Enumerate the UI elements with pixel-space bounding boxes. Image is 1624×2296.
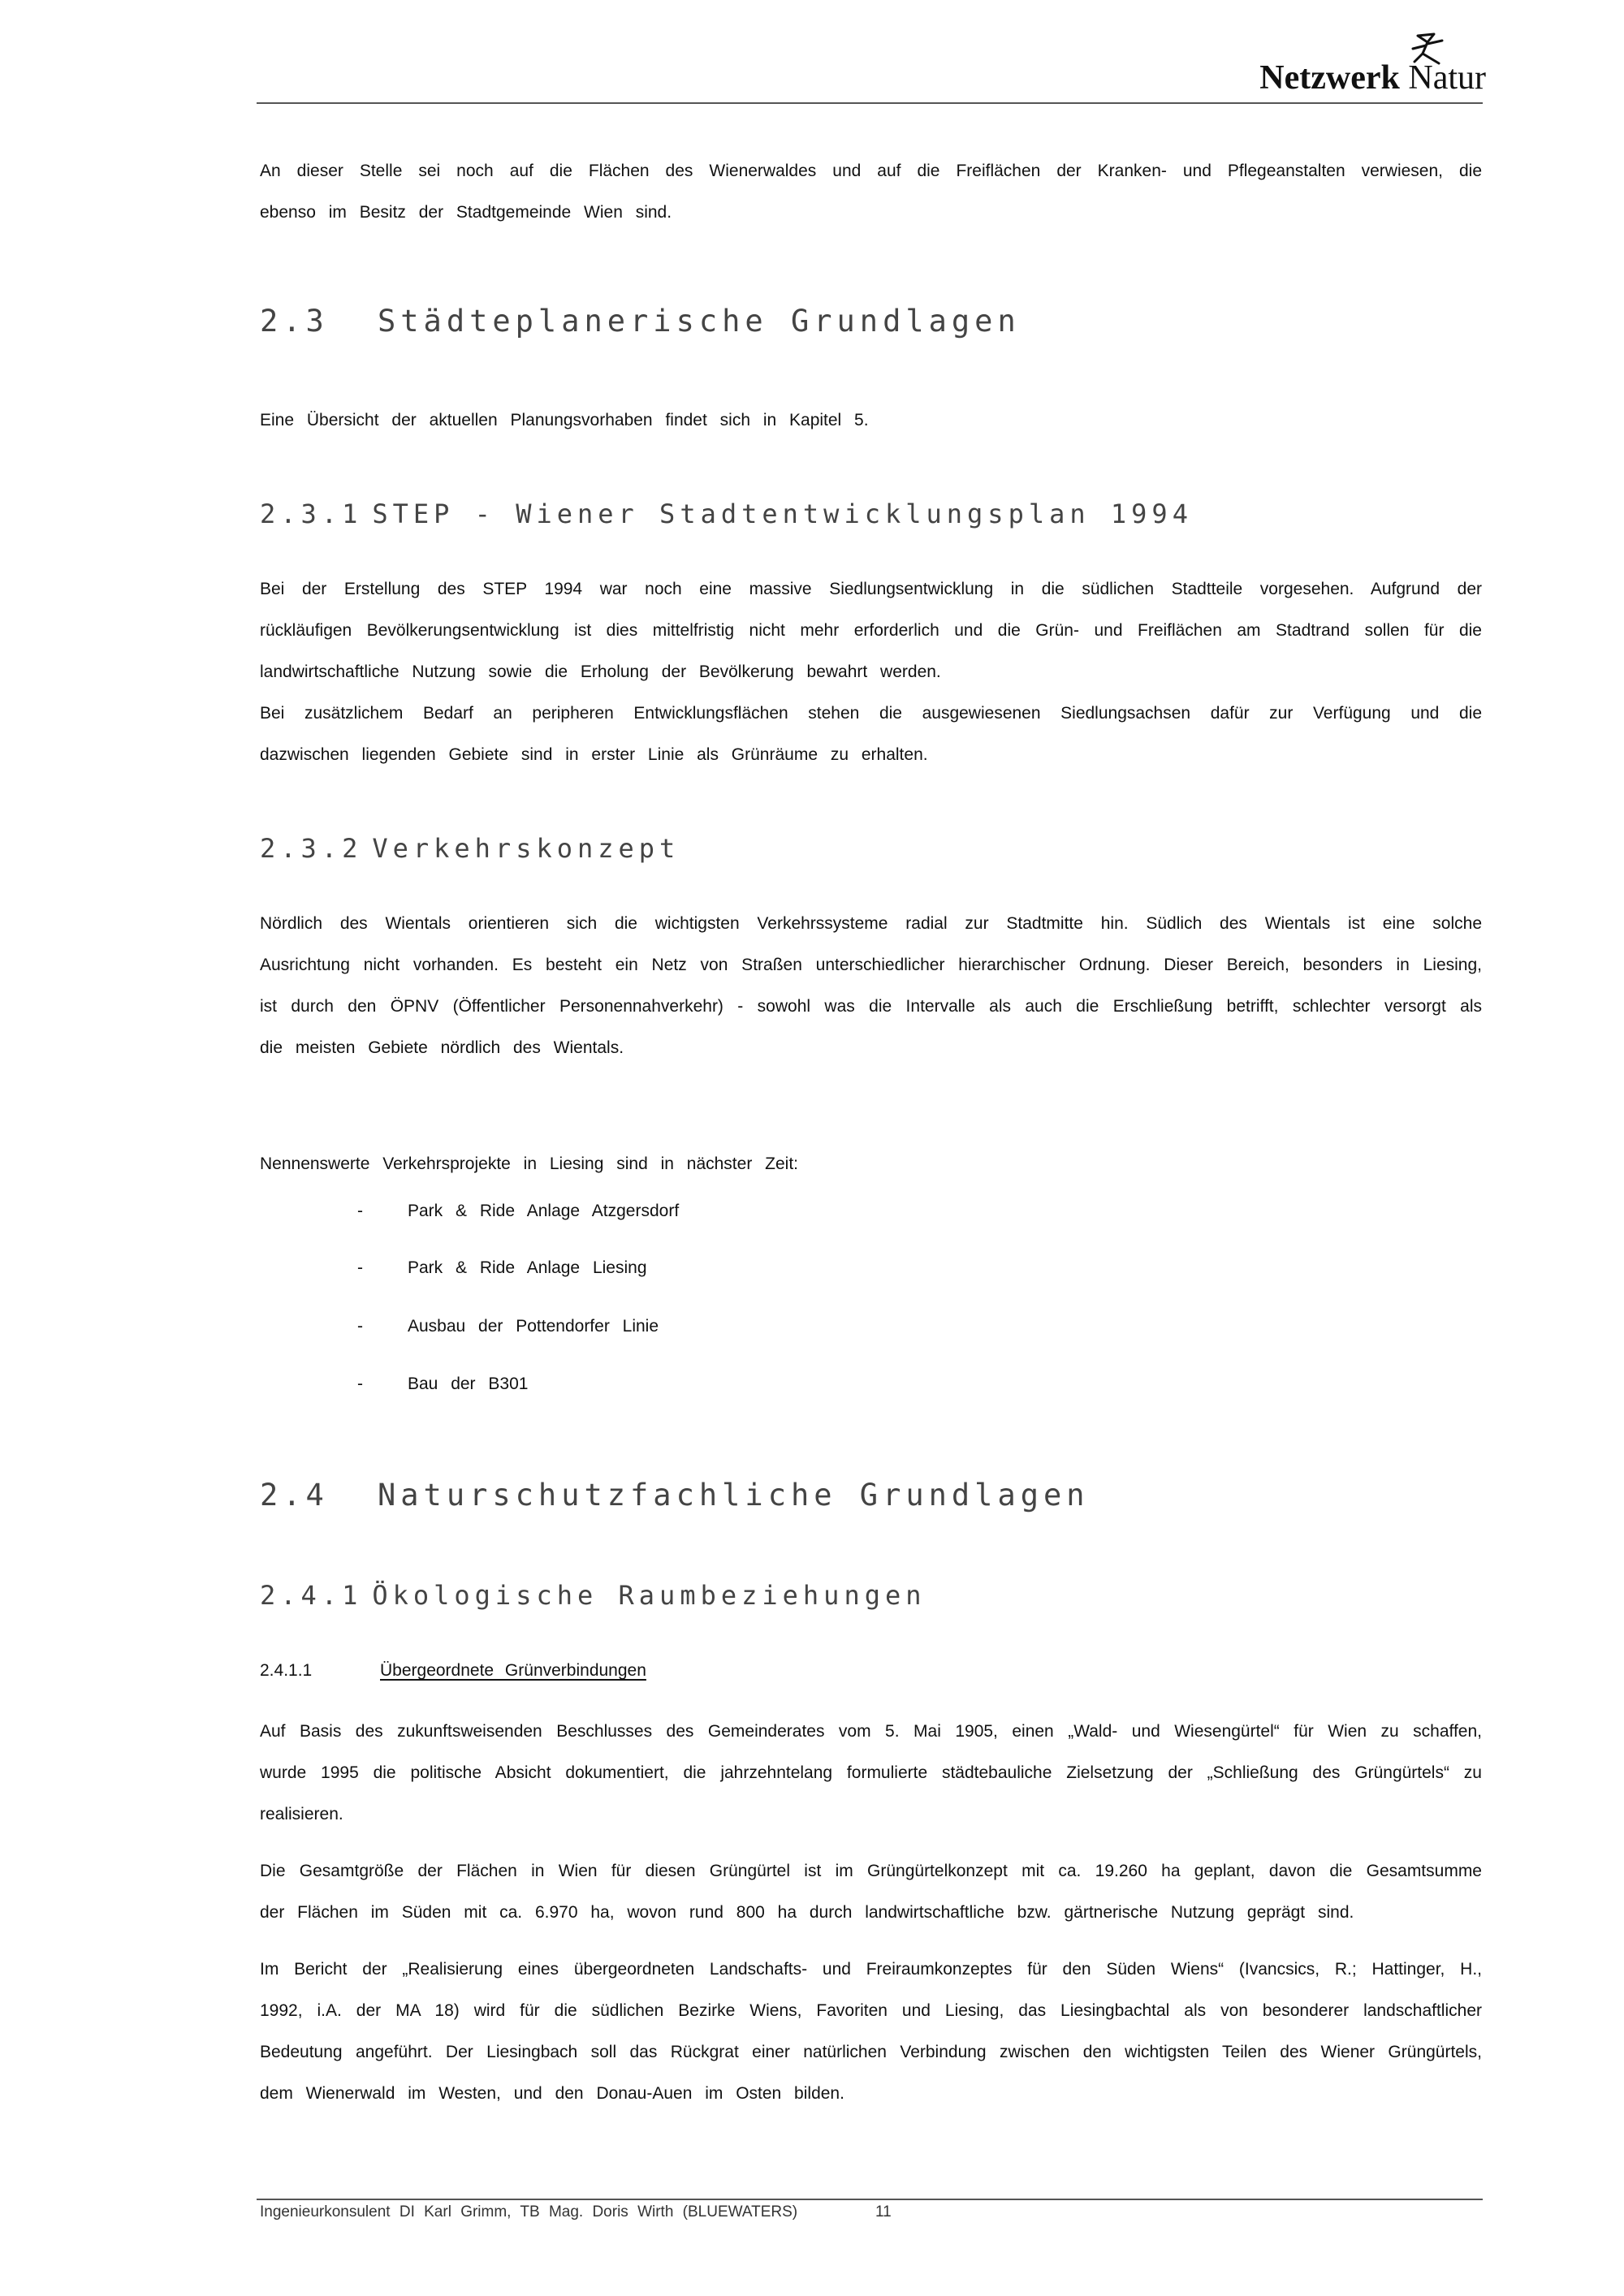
paragraph-2-3-1-a: Bei der Erstellung des STEP 1994 war noch eine massive Siedlungsentwicklung in die südlichen Stadtteile vorgesehen. Aufgrund der rückläufigen Bevölkerungsentwicklung ist dies mittelfristig nicht mehr erforderlich und die Grün- und Freiflächen am Stadtrand sollen für die landwirtschaftliche Nutzung sowie die Erholung der Bevölkerung bewahrt werden. [260,580,1482,681]
logo-wordmark: Netzwerk Natur [1259,59,1486,97]
footer-rule [257,2199,1483,2200]
header-rule [257,102,1483,104]
list-item: - Bau der B301 [357,1375,529,1393]
heading-2-4: 2.4 Naturschutzfachliche Grundlagen [260,1478,1090,1513]
heading-2-4-1-1: 2.4.1.1 Übergeordnete Grünverbindungen [260,1661,646,1680]
paragraph-2-4-1-1-b: Die Gesamtgröße der Flächen in Wien für diesen Grüngürtel ist im Grüngürtelkonzept mit ca. 19.260 ha geplant, davon die Gesamtsumme der Flächen im Süden mit ca. 6.970 ha, wovon rund 800 ha durch landwirtschaftliche bzw. gärtnerische Nutzung geprägt sind. [260,1862,1482,1922]
page-footer [260,2203,892,2221]
paragraph-2-4-1-1-a: Auf Basis des zukunftsweisenden Beschlusses des Gemeinderates vom 5. Mai 1905, einen „Wald- und Wiesengürtel“ für Wien zu schaffen, wurde 1995 die politische Absicht dokumentiert, die jahrzehntelang formulierte städtebauliche Zielsetzung der „Schließung des Grüngürtels“ zu realisieren. [260,1722,1482,1823]
footer-authors: Ingenieurkonsulent DI Karl Grimm, TB Mag. Doris Wirth (BLUEWATERS) [260,2203,798,2220]
heading-2-3-1: 2.3.1 STEP - Wiener Stadtentwicklungsplan 1994 [260,498,1193,529]
paragraph-2-3-2: Nördlich des Wientals orientieren sich die wichtigsten Verkehrssysteme radial zur Stadtmitte hin. Südlich des Wientals ist eine solche Ausrichtung nicht vorhanden. Es besteht ein Netz von Straßen unterschiedlicher hierarchischer Ordnung. Dieser Bereich, besonders in Liesing, ist durch den ÖPNV (Öffentlicher Personennahverkehr) - sowohl was die Intervalle als auch die Erschließung betrifft, schlechter versorgt als die meisten Gebiete nördlich des Wientals. [260,914,1482,1057]
list-item: - Park & Ride Anlage Atzgersdorf [357,1202,680,1220]
intro-paragraph: An dieser Stelle sei noch auf die Flächen des Wienerwaldes und auf die Freiflächen der Kranken- und Pflegeanstalten verwiesen, die ebenso im Besitz der Stadtgemeinde Wien sind. [260,162,1482,222]
heading-2-3: 2.3 Städteplanerische Grundlagen [260,304,1021,339]
list-item: - Ausbau der Pottendorfer Linie [357,1317,659,1336]
heading-2-3-2: 2.3.2 Verkehrskonzept [260,833,680,864]
projects-intro: Nennenswerte Verkehrsprojekte in Liesing sind in nächster Zeit: [260,1154,798,1173]
paragraph-2-3-1-b: Bei zusätzlichem Bedarf an peripheren Entwicklungsflächen stehen die ausgewiesenen Siedlungsachsen dafür zur Verfügung und die dazwischen liegenden Gebiete sind in erster Linie als Grünräume zu erhalten. [260,704,1482,764]
netzwerk-natur-logo [1234,29,1486,102]
page-number: 11 [875,2203,892,2220]
list-item: - Park & Ride Anlage Liesing [357,1258,647,1277]
paragraph-2-3: Eine Übersicht der aktuellen Planungsvorhaben findet sich in Kapitel 5. [260,411,869,429]
heading-2-4-1: 2.4.1 Ökologische Raumbeziehungen [260,1580,926,1611]
paragraph-2-4-1-1-c: Im Bericht der „Realisierung eines übergeordneten Landschafts- und Freiraumkonzeptes für den Süden Wiens“ (Ivancsics, R.; Hattinger, H., 1992, i.A. der MA 18) wird für die südlichen Bezirke Wiens, Favoriten und Liesing, das Liesingbachtal als von besonderer landschaftlicher Bedeutung angeführt. Der Liesingbach soll das Rückgrat einer natürlichen Verbindung zwischen den wichtigsten Teilen des Wiener Grüngürtels, dem Wienerwald im Westen, und den Donau-Auen im Osten bilden. [260,1960,1482,2103]
